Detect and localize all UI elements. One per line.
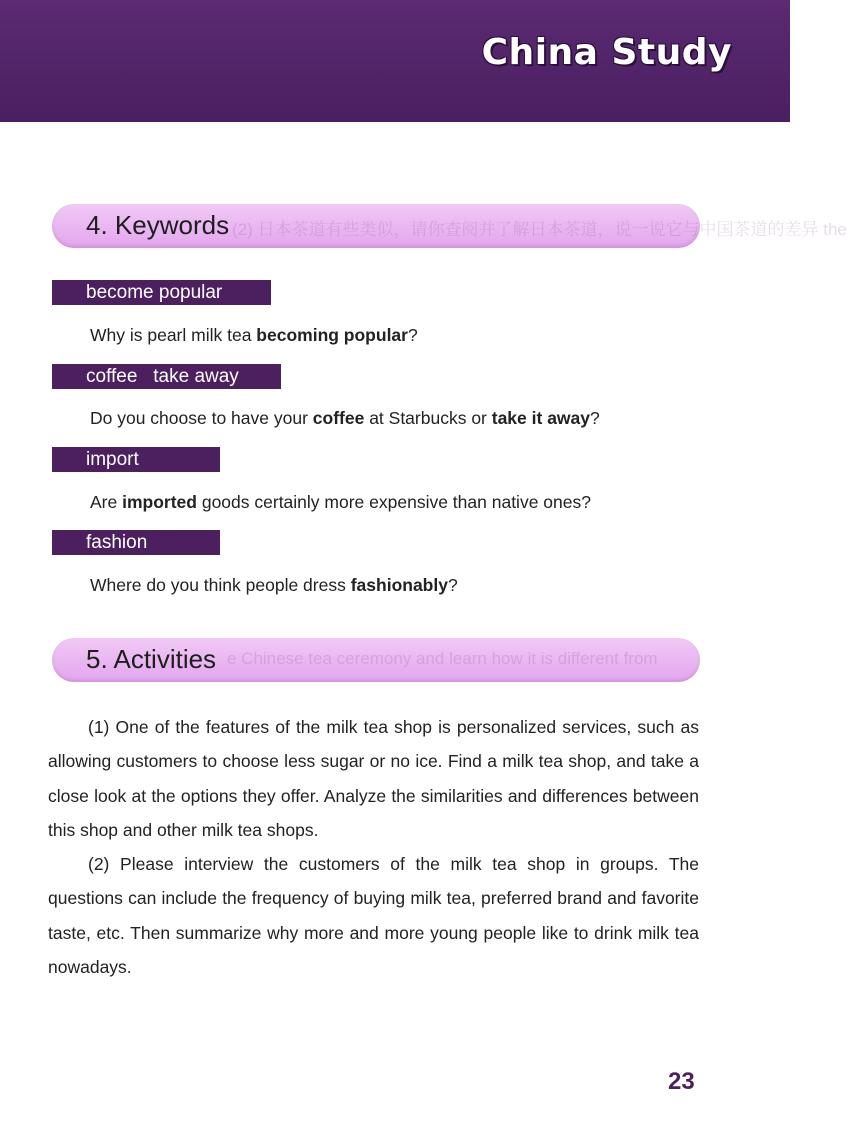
header-band: [0, 0, 790, 122]
activity-paragraph: (2) Please interview the customers of the milk tea shop in groups. The questions can include the frequency of buying milk tea, preferred brand and favorite taste, etc. Then summarize why more and more young people like to drink milk tea nowadays.: [48, 854, 699, 977]
section-heading-activities: [52, 638, 700, 682]
page-number: 23: [668, 1068, 695, 1095]
keyword-tag: coffee take away: [52, 364, 281, 389]
show-through-text: (2) 日本茶道有些类似，请你查阅并了解日本茶道，说一说它与中国茶道的差异 the: [232, 220, 847, 239]
show-through-text: e Chinese tea ceremony and learn how it is different from: [227, 649, 658, 668]
activity-paragraph: (1) One of the features of the milk tea shop is personalized services, such as allowing customers to choose less sugar or no ice. Find a milk tea shop, and take a close look at the options they offer. Analyze the similarities and differences between this shop and other milk tea shops.: [48, 717, 699, 840]
keyword-tag: import: [52, 447, 220, 472]
keyword-sentence: Why is pearl milk tea becoming popular?: [90, 325, 418, 345]
keyword-tag: fashion: [52, 530, 220, 555]
brand-title: China Study: [481, 32, 732, 73]
section-title: 5. Activities: [86, 644, 217, 674]
section-title: 4. Keywords: [86, 210, 230, 240]
section-heading-keywords: [52, 204, 847, 248]
keyword-sentence: Do you choose to have your coffee at Starbucks or take it away?: [90, 408, 600, 428]
keyword-sentence: Are imported goods certainly more expensive than native ones?: [90, 492, 591, 512]
keyword-sentence: Where do you think people dress fashionably?: [90, 575, 458, 595]
keyword-tag: become popular: [52, 280, 271, 305]
